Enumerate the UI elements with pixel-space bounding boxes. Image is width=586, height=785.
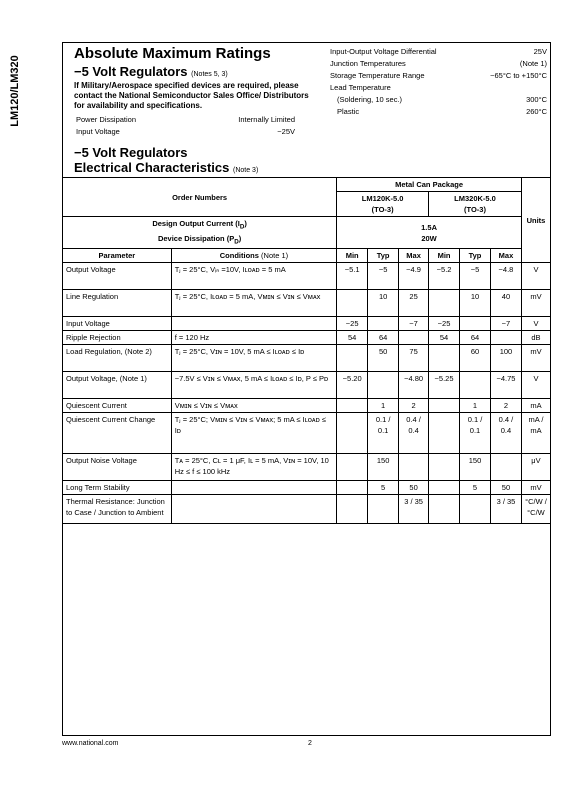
value-cell [337,399,368,413]
value-cell: −7 [490,317,521,331]
design-rating-values: 1.5A 20W [337,217,522,249]
value-cell: −5.1 [337,263,368,290]
conditions-cell: −7.5V ≤ Vɪɴ ≤ Vᴍᴀx, 5 mA ≤ Iʟᴏᴀᴅ ≤ Iᴅ, P ≤ Pᴅ [171,372,336,399]
value-cell: 0.1 / 0.1 [460,413,491,454]
units-cell: mV [521,345,550,372]
footer-url: www.national.com [62,740,119,747]
value-cell: 64 [368,331,399,345]
value-cell: −5 [460,263,491,290]
value-cell [399,454,429,481]
table-row [63,263,551,290]
electrical-characteristics-table [62,177,551,524]
value-cell: 10 [368,290,399,317]
value-cell: 10 [460,290,491,317]
value-cell: −4.75 [490,372,521,399]
value-cell [368,495,399,524]
value-cell: −5.2 [429,263,460,290]
table-row [63,399,551,413]
order-numbers-header: Order Numbers [63,178,337,217]
units-cell: V [521,372,550,399]
value-cell [337,413,368,454]
value-cell [368,372,399,399]
design-rating-labels: Design Output Current $(I_D)$ Device Dissipation $(P_D)$ [63,217,337,249]
parameter-cell: Long Term Stability [63,481,172,495]
units-cell: dB [521,331,550,345]
units-header: Units [521,178,550,263]
value-cell: 75 [399,345,429,372]
value-cell [368,317,399,331]
units-cell: V [521,317,550,331]
parameter-cell: Ripple Rejection [63,331,172,345]
rating-row: Input Voltage −25V [76,127,295,136]
value-cell: −4.80 [399,372,429,399]
col-min: Min [337,249,368,263]
units-cell: mA [521,399,550,413]
col-max: Max [399,249,429,263]
col-typ: Typ [460,249,491,263]
parameter-cell: Load Regulation, (Note 2) [63,345,172,372]
value-cell: 5 [368,481,399,495]
table-row [63,331,551,345]
rating-row: Plastic 260°C [337,107,547,116]
units-cell: °C/W / °C/W [521,495,550,524]
value-cell: 60 [460,345,491,372]
parameter-cell: Output Voltage, (Note 1) [63,372,172,399]
col-typ: Typ [368,249,399,263]
col-conditions: Conditions (Note 1) [171,249,336,263]
package-header: Metal Can Package [337,178,522,192]
value-cell: 3 / 35 [490,495,521,524]
value-cell: −25 [337,317,368,331]
conditions-cell: Tⱼ = 25°C; Vᴍɪɴ ≤ Vɪɴ ≤ Vᴍᴀx; 5 mA ≤ Iʟᴏᴀᴅ ≤ Iᴅ [171,413,336,454]
table-row [63,317,551,331]
rating-row: Input-Output Voltage Differential 25V [330,47,547,56]
value-cell: 50 [399,481,429,495]
conditions-cell: Tⱼ = 25°C, Vɪɴ = 10V, 5 mA ≤ Iʟᴏᴀᴅ ≤ Iᴅ [171,345,336,372]
abs-max-title: Absolute Maximum Ratings [74,45,271,62]
value-cell: −25 [429,317,460,331]
value-cell: 0.1 / 0.1 [368,413,399,454]
rating-row: (Soldering, 10 sec.) 300°C [337,95,547,104]
value-cell [337,345,368,372]
value-cell: −5.25 [429,372,460,399]
value-cell: −4.8 [490,263,521,290]
value-cell: 50 [490,481,521,495]
value-cell [429,454,460,481]
parameter-cell: Thermal Resistance: Junction to Case / Junction to Ambient [63,495,172,524]
table-row [63,481,551,495]
col-parameter: Parameter [63,249,172,263]
parameter-cell: Output Voltage [63,263,172,290]
value-cell: 150 [460,454,491,481]
value-cell: 64 [460,331,491,345]
conditions-cell: Tᴀ = 25°C, Cʟ = 1 μF, Iʟ = 5 mA, Vɪɴ = 10V, 10 Hz ≤ f ≤ 100 kHz [171,454,336,481]
side-title: LM120/LM320 [9,55,21,127]
table-row [63,413,551,454]
value-cell: 2 [490,399,521,413]
conditions-cell [171,495,336,524]
value-cell [429,495,460,524]
value-cell: 5 [460,481,491,495]
rating-row: Junction Temperatures (Note 1) [330,59,547,68]
parameter-cell: Line Regulation [63,290,172,317]
value-cell [429,345,460,372]
col-max: Max [490,249,521,263]
value-cell: 150 [368,454,399,481]
value-cell [490,331,521,345]
units-cell: mV [521,481,550,495]
abs-sub-title: −5 Volt Regulators (Notes 5, 3) [74,64,228,79]
table-row [63,495,551,524]
value-cell [337,290,368,317]
units-cell: mV [521,290,550,317]
value-cell: −7 [399,317,429,331]
value-cell: 3 / 35 [399,495,429,524]
parameter-cell: Output Noise Voltage [63,454,172,481]
ec-title: −5 Volt Regulators Electrical Characteristics (Note 3) [74,145,259,175]
conditions-cell: Tⱼ = 25°C, Vᵢₙ =10V, Iʟᴏᴀᴅ = 5 mA [171,263,336,290]
value-cell: 100 [490,345,521,372]
conditions-cell [171,317,336,331]
page-number: 2 [308,740,312,747]
table-row [63,345,551,372]
value-cell: 2 [399,399,429,413]
units-cell: μV [521,454,550,481]
value-cell: 54 [429,331,460,345]
units-cell: V [521,263,550,290]
military-notice: If Military/Aerospace specified devices are required, please contact the National Semiconductor Sales Office/ Distributors for availability and specifications. [74,81,309,110]
conditions-cell: Tⱼ = 25°C, Iʟᴏᴀᴅ = 5 mA, Vᴍɪɴ ≤ Vɪɴ ≤ Vᴍᴀx [171,290,336,317]
table-row [63,372,551,399]
value-cell [490,454,521,481]
table-row [63,454,551,481]
value-cell: −4.9 [399,263,429,290]
value-cell: 54 [337,331,368,345]
conditions-cell: f = 120 Hz [171,331,336,345]
part1-header: LM120K-5.0 (TO-3) [337,192,429,217]
value-cell [337,454,368,481]
rating-row: Lead Temperature [330,83,391,92]
value-cell: 1 [460,399,491,413]
value-cell [337,495,368,524]
parameter-cell: Input Voltage [63,317,172,331]
conditions-cell [171,481,336,495]
col-min: Min [429,249,460,263]
value-cell [460,372,491,399]
value-cell [460,495,491,524]
value-cell [337,481,368,495]
table-row [63,290,551,317]
rating-row: Power Dissipation Internally Limited [76,115,295,124]
value-cell: −5.20 [337,372,368,399]
part2-header: LM320K-5.0 (TO-3) [429,192,522,217]
parameter-cell: Quiescent Current [63,399,172,413]
value-cell [429,399,460,413]
value-cell: 1 [368,399,399,413]
value-cell: 0.4 / 0.4 [399,413,429,454]
value-cell: −5 [368,263,399,290]
value-cell: 25 [399,290,429,317]
value-cell [399,331,429,345]
conditions-cell: Vᴍɪɴ ≤ Vɪɴ ≤ Vᴍᴀx [171,399,336,413]
rating-row: Storage Temperature Range −65°C to +150°C [330,71,547,80]
units-cell: mA / mA [521,413,550,454]
value-cell [429,413,460,454]
value-cell [460,317,491,331]
value-cell: 50 [368,345,399,372]
value-cell [429,290,460,317]
parameter-cell: Quiescent Current Change [63,413,172,454]
value-cell [429,481,460,495]
value-cell: 0.4 / 0.4 [490,413,521,454]
value-cell: 40 [490,290,521,317]
